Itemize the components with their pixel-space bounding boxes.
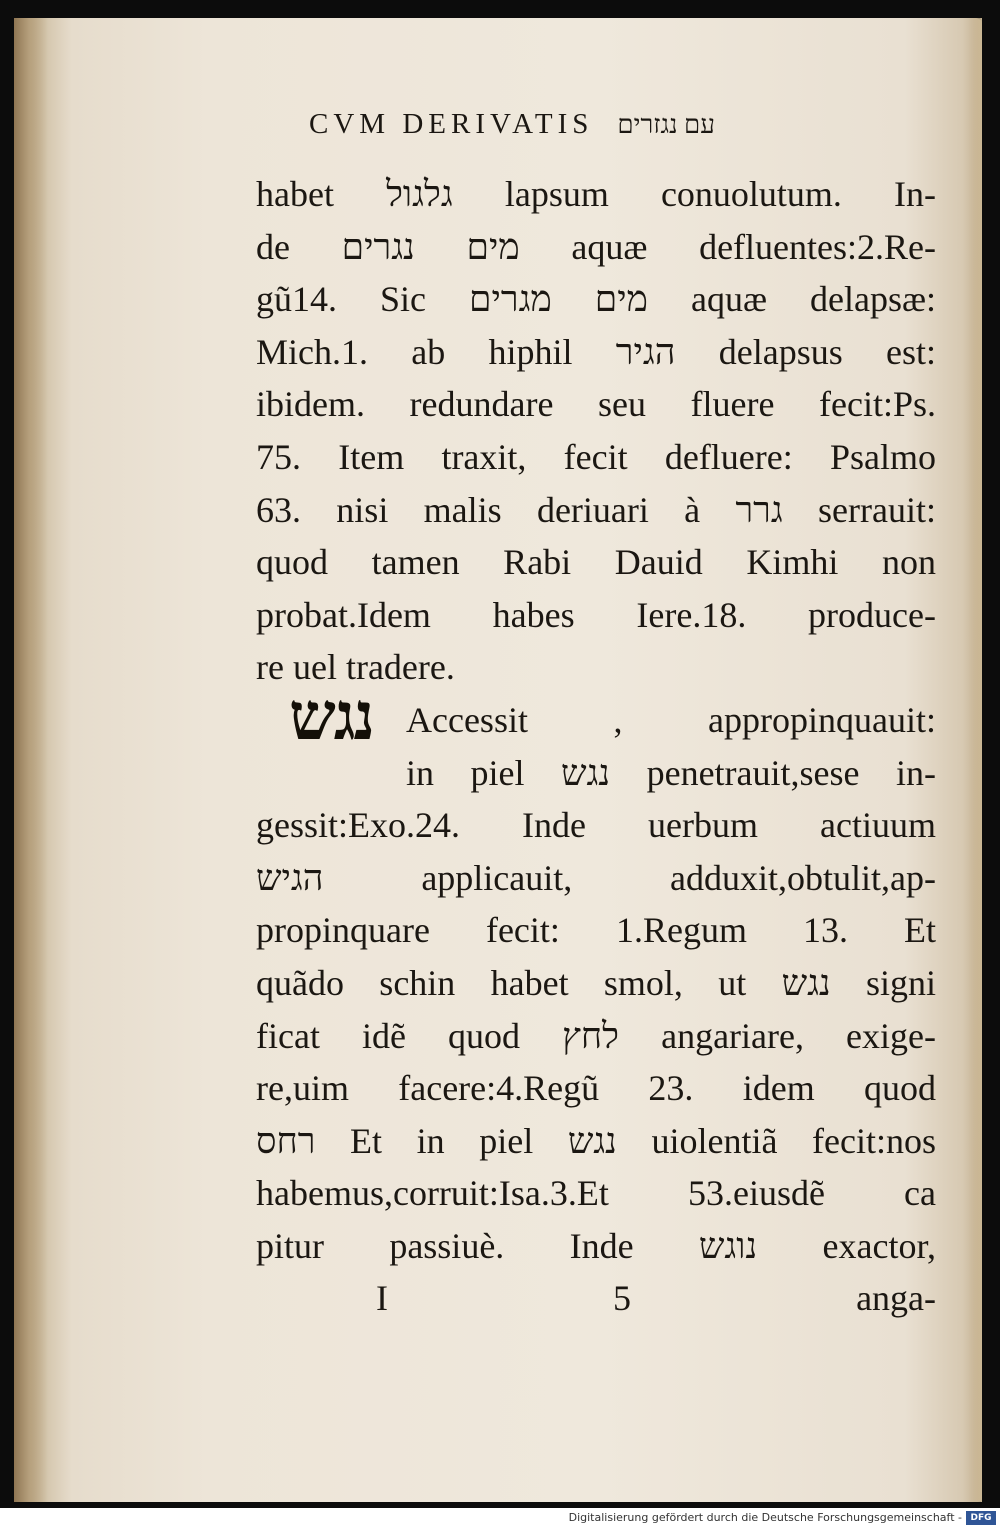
text-line: pitur passiuè. Inde נוגש exactor, [256, 1225, 936, 1266]
text-line: re uel tradere. [256, 647, 455, 688]
text-line: ficat idẽ quod לחץ angariare, exige- [256, 1015, 936, 1056]
text-line: רחס Et in piel נגש uiolentiã fecit:nos [256, 1120, 936, 1161]
catch-line [256, 1272, 936, 1325]
running-head [256, 108, 936, 168]
text-line: gessit:Exo.24. Inde uerbum actiuum [256, 805, 936, 846]
text-line: re,uim facere:4.Regũ 23. idem quod [256, 1068, 936, 1109]
running-head-latin: CVM DERIVATIS [309, 108, 594, 140]
dfg-logo: DFG [966, 1511, 996, 1525]
text-line: 75. Item traxit, fecit defluere: Psalmo [256, 436, 936, 477]
running-head-hebrew: עם נגזרים [617, 110, 715, 139]
text-line: ibidem. redundare seu fluere fecit:Ps. [256, 384, 936, 425]
text-line: Mich.1. ab hiphil הגיר delapsus est: [256, 331, 936, 372]
page-edge-shadow [968, 18, 982, 1502]
text-line: habemus,corruit:Isa.3.Et 53.eiusdẽ ca [256, 1173, 936, 1214]
text-line: propinquare fecit: 1.Regum 13. Et [256, 910, 936, 951]
catchword: anga- [856, 1278, 936, 1319]
text-line: quod tamen Rabi Dauid Kimhi non [256, 542, 936, 583]
page-gutter-shadow [14, 18, 48, 1502]
text-line: gũ14. Sic מים מגרים aquæ delapsæ: [256, 279, 936, 320]
signature-mark: I [376, 1278, 388, 1319]
text-line: Accessit , appropinquauit: [406, 699, 936, 740]
text-line: quãdo schin habet smol, ut נגש signi [256, 962, 936, 1003]
text-line: 63. nisi malis deriuari à גרר serrauit: [256, 489, 936, 530]
text-line: הגיש applicauit, adduxit,obtulit,ap- [256, 857, 936, 898]
footer-bar [0, 1508, 1000, 1529]
funding-credit: Digitalisierung gefördert durch die Deutsche Forschungsgemeinschaft - [568, 1511, 962, 1524]
text-line: in piel נגש penetrauit,sese in- [406, 752, 936, 793]
text-line: de מים נגרים aquæ defluentes:2.Re- [256, 226, 936, 267]
entry-headword: נגש [289, 681, 373, 754]
text-line: probat.Idem habes Iere.18. produce- [256, 594, 936, 635]
text-line: habet גלגול lapsum conuolutum. In- [256, 174, 936, 214]
page-number: 5 [613, 1278, 632, 1319]
